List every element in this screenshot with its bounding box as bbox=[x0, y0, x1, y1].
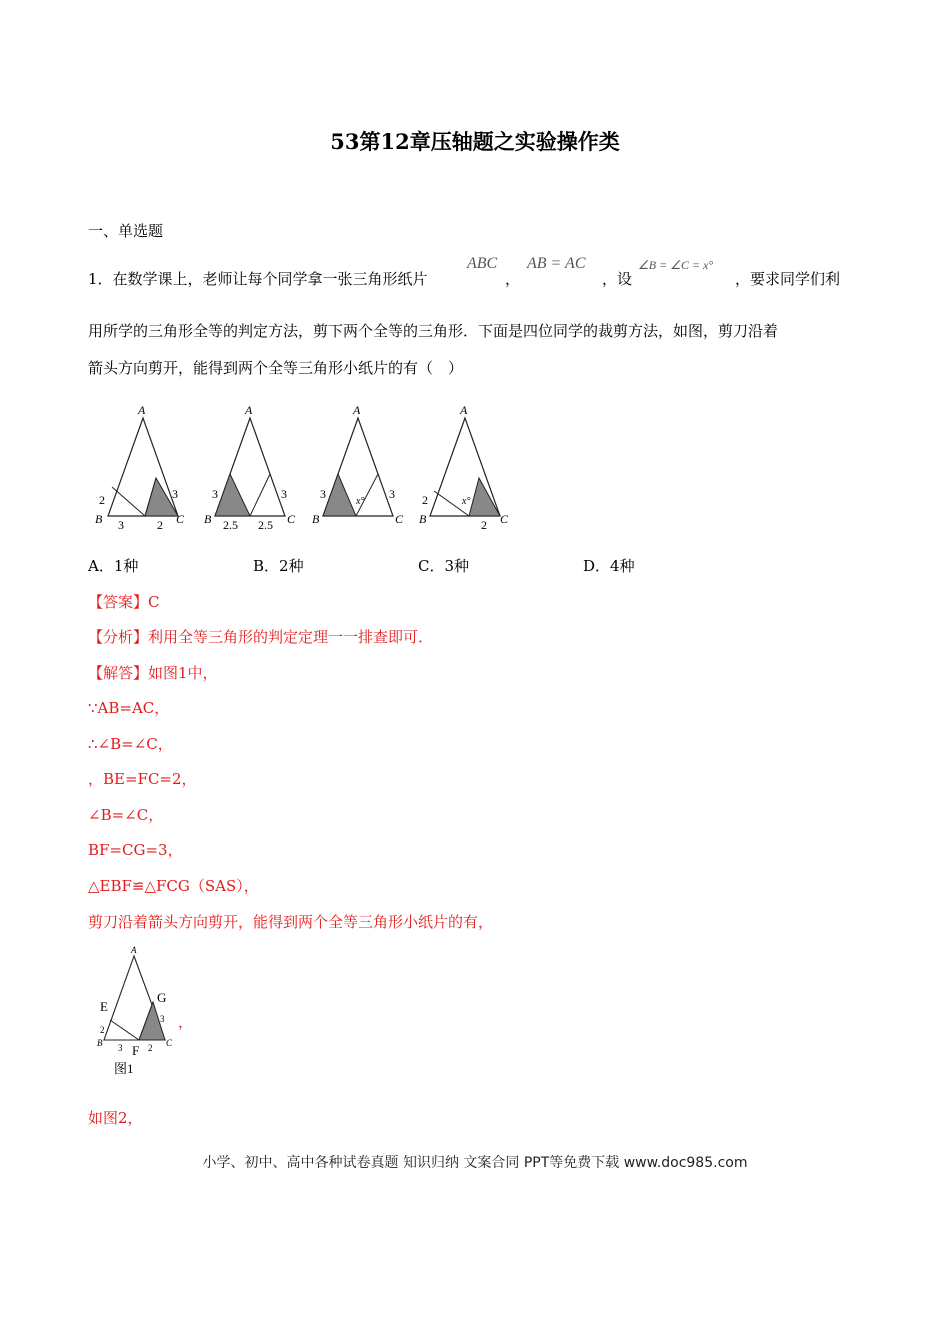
label-bottom-right: 2 bbox=[157, 518, 163, 532]
option-b: B．2种 bbox=[253, 557, 304, 575]
solution-next-line: 如图2， bbox=[88, 1109, 143, 1127]
label-c: C bbox=[287, 512, 296, 526]
figure-trailing-comma: ， bbox=[178, 1013, 194, 1031]
figure-4 bbox=[419, 403, 509, 532]
option-c: C．3种 bbox=[418, 557, 470, 575]
math-ab-eq-ac: AB = AC bbox=[527, 255, 586, 272]
label-b: B bbox=[97, 1038, 103, 1048]
page-footer: 小学、初中、高中各种试卷真题 知识归纳 文案合同 PPT等免费下载 www.doc985.com bbox=[202, 1155, 748, 1171]
solution-line: 【解答】如图1中， bbox=[88, 664, 218, 682]
label-right: 3 bbox=[281, 487, 287, 501]
math-abc: ABC bbox=[467, 255, 498, 272]
label-right: 3 bbox=[172, 487, 178, 501]
option-d: D．4种 bbox=[583, 557, 635, 575]
label-b: B bbox=[95, 512, 103, 526]
label-angle: x° bbox=[356, 496, 365, 507]
label-b: B bbox=[312, 512, 320, 526]
label-right: 3 bbox=[389, 487, 395, 501]
label-c: C bbox=[500, 512, 509, 526]
comma-1: ， bbox=[505, 270, 521, 288]
label-a: A bbox=[245, 403, 253, 417]
shaded-triangle bbox=[469, 478, 500, 516]
cut-line bbox=[112, 487, 145, 516]
figure-1 bbox=[95, 403, 185, 532]
label-bottom-right: 2 bbox=[148, 1043, 153, 1053]
question-line-2: 用所学的三角形全等的判定方法，剪下两个全等的三角形．下面是四位同学的裁剪方法，如图，剪刀沿着 bbox=[88, 322, 779, 340]
label-a: A bbox=[460, 403, 468, 417]
label-a: A bbox=[353, 403, 361, 417]
cut-line bbox=[110, 1020, 139, 1040]
question-line-1-prefix: 1．在数学课上，老师让每个同学拿一张三角形纸片 bbox=[88, 270, 428, 288]
analysis-line: 【分析】利用全等三角形的判定定理一一排查即可． bbox=[88, 628, 434, 646]
section-heading: 一、单选题 bbox=[88, 222, 164, 240]
label-b: B bbox=[204, 512, 212, 526]
solution-line: ∴∠B=∠C， bbox=[88, 735, 173, 753]
label-left: 2 bbox=[99, 493, 105, 507]
label-bottom-right: 2 bbox=[481, 518, 487, 532]
shaded-triangle bbox=[215, 474, 250, 516]
math-angle: ∠B = ∠C = x° bbox=[638, 258, 714, 272]
question-line-1-suffix: ，要求同学们利 bbox=[735, 270, 841, 288]
label-c: C bbox=[176, 512, 185, 526]
cut-line bbox=[250, 474, 270, 516]
label-c: C bbox=[166, 1038, 173, 1048]
label-bottom-right: 2.5 bbox=[258, 518, 273, 532]
label-left: 3 bbox=[212, 487, 218, 501]
label-bottom-left: 3 bbox=[118, 518, 124, 532]
label-left: 3 bbox=[320, 487, 326, 501]
solution-line: ∵AB=AC， bbox=[88, 699, 170, 717]
label-b: B bbox=[419, 512, 427, 526]
label-f: F bbox=[132, 1043, 140, 1058]
label-bottom-left: 3 bbox=[118, 1043, 123, 1053]
comma-set: ，设 bbox=[602, 270, 633, 288]
label-a: A bbox=[138, 403, 146, 417]
solution-line: ∠B=∠C， bbox=[88, 806, 164, 824]
question-figures bbox=[88, 398, 518, 533]
question-line-3: 箭头方向剪开，能得到两个全等三角形小纸片的有（ ） bbox=[88, 359, 464, 377]
answer-line: 【答案】C bbox=[88, 593, 160, 611]
figure-caption: 图1 bbox=[114, 1061, 134, 1076]
label-left: 2 bbox=[422, 493, 428, 507]
solution-line: BF=CG=3， bbox=[88, 841, 183, 859]
label-left: 2 bbox=[100, 1025, 105, 1035]
label-angle: x° bbox=[462, 496, 471, 507]
label-e: E bbox=[100, 999, 108, 1014]
solution-line: △EBF≌△FCG（SAS）， bbox=[88, 877, 259, 895]
figure-2 bbox=[204, 403, 296, 532]
shaded-triangle bbox=[323, 474, 356, 516]
label-bottom-left: 2.5 bbox=[223, 518, 238, 532]
figure-3 bbox=[312, 403, 404, 526]
label-right: 3 bbox=[160, 1014, 165, 1024]
page-title: 53第12章压轴题之实验操作类 bbox=[330, 129, 620, 154]
option-a: A．1种 bbox=[88, 557, 139, 575]
label-a: A bbox=[131, 945, 137, 955]
solution-line: 剪刀沿着箭头方向剪开，能得到两个全等三角形小纸片的有， bbox=[88, 913, 494, 931]
label-g: G bbox=[157, 990, 167, 1005]
cut-line bbox=[356, 474, 378, 516]
label-c: C bbox=[395, 512, 404, 526]
solution-line: ，BE=FC=2， bbox=[88, 770, 197, 788]
